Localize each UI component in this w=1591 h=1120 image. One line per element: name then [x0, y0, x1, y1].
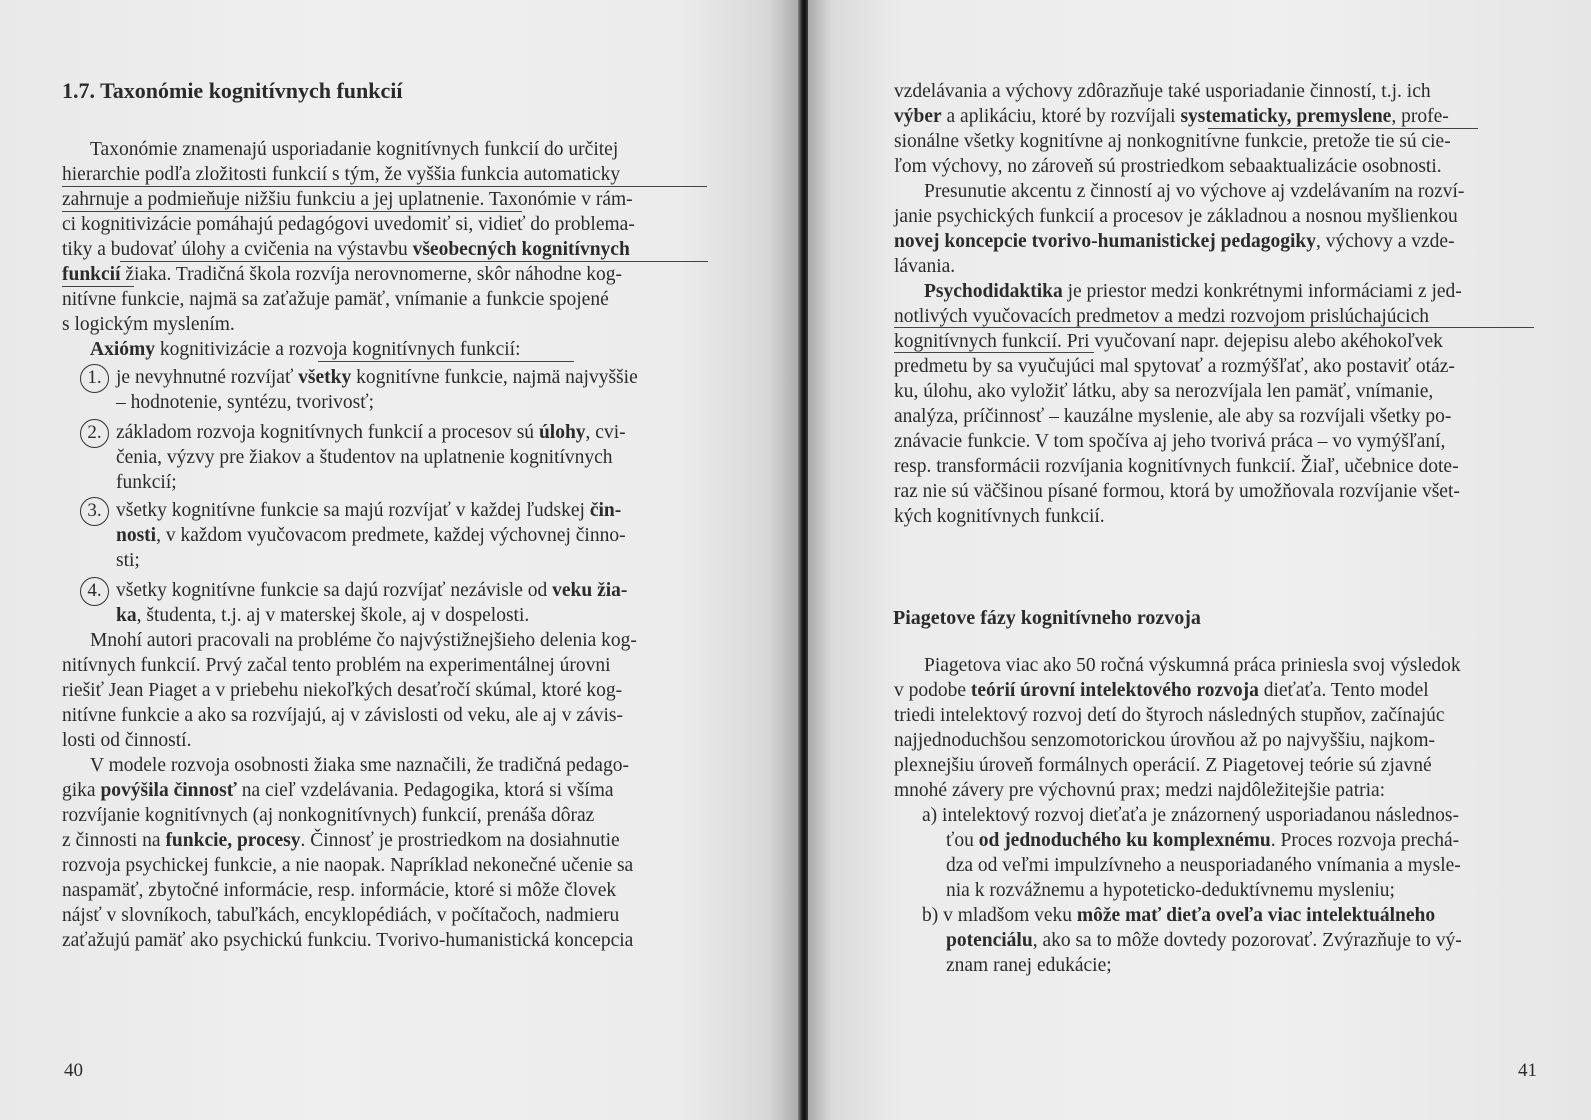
axiom-number: 2. — [80, 419, 109, 448]
text-line: triedi intelektový rozvoj detí do štyroch následných stupňov, začínajúc — [894, 705, 1445, 726]
text-line: losti od činností. — [62, 730, 192, 751]
text-line: kognitívnych funkcií. Pri vyučovaní napr. dejepisu alebo akéhokoľvek — [894, 331, 1443, 352]
text-line: kých kognitívnych funkcií. — [894, 506, 1105, 527]
text-line: ku, úlohu, ako vyložiť látku, aby sa nerozvíjala len pamäť, vnímanie, — [894, 381, 1434, 402]
text-line: hierarchie podľa zložitosti funkcií s tým, že vyššia funkcia automaticky — [62, 164, 621, 185]
text-line: nitívne funkcie a ako sa rozvíjajú, aj v závislosti od veku, ale aj v závis- — [62, 705, 623, 726]
text-line: mnohé závery pre výchovnú prax; medzi najdôležitejšie patria: — [894, 780, 1386, 801]
pencil-underline — [62, 211, 522, 212]
text-line: sionálne všetky kognitívne aj nonkognitívne funkcie, pretože tie sú cie- — [894, 131, 1451, 152]
pencil-underline — [62, 286, 134, 287]
text-line: funkcií žiaka. Tradičná škola rozvíja nerovnomerne, skôr náhodne kog- — [62, 264, 622, 285]
pencil-underline — [62, 186, 707, 187]
text-line: plexnejšiu úroveň formálnych operácií. Z Piagetovej teórie sú zjavné — [894, 755, 1432, 776]
text-line: raz nie sú väčšinou písané formou, ktorá by umožňovala rozvíjanie všet- — [894, 481, 1460, 502]
text-line: nosti, v každom vyučovacom predmete, každej výchovnej činno- — [116, 525, 626, 546]
text-line: nájsť v slovníkoch, tabuľkách, encyklopédiách, v počítačoch, nadmieru — [62, 905, 620, 926]
text-line: nitívnych funkcií. Prvý začal tento problém na experimentálnej úrovni — [62, 655, 611, 676]
section-heading: 1.7. Taxonómie kognitívnych funkcií — [62, 78, 403, 103]
text-line: vzdelávania a výchovy zdôrazňuje také usporiadanie činností, t.j. ich — [894, 81, 1431, 102]
axiom-number: 1. — [80, 364, 109, 393]
right-page — [808, 0, 1591, 1120]
text-line: janie psychických funkcií a procesov je základnou a nosnou myšlienkou — [894, 206, 1458, 227]
text-line: je nevyhnutné rozvíjať všetky kognitívne funkcie, najmä najvyššie — [116, 367, 638, 388]
text-line: Psychodidaktika je priestor medzi konkrétnymi informáciami z jed- — [924, 281, 1462, 302]
pencil-underline — [120, 261, 708, 262]
pencil-underline — [1208, 128, 1478, 129]
text-line: čenia, výzvy pre žiakov a študentov na uplatnenie kognitívnych — [116, 447, 613, 468]
axiom-number: 4. — [80, 577, 109, 606]
text-line: V modele rozvoja osobnosti žiaka sme naznačili, že tradičná pedago- — [90, 755, 629, 776]
text-line: rozvoja psychickej funkcie, a nie naopak. Napríklad nekonečné učenie sa — [62, 855, 634, 876]
text-line: notlivých vyučovacích predmetov a medzi rozvojom prislúchajúcich — [894, 306, 1429, 327]
text-line: dza od veľmi impulzívneho a neusporiadaného vnímania a mysle- — [946, 855, 1461, 876]
text-line: všetky kognitívne funkcie sa dajú rozvíjať nezávisle od veku žia- — [116, 580, 628, 601]
text-line: Piagetova viac ako 50 ročná výskumná práca priniesla svoj výsledok — [924, 655, 1461, 676]
text-line: rozvíjanie kognitívnych (aj nonkognitívnych) funkcií, prenáša dôraz — [62, 805, 595, 826]
text-line: výber a aplikáciu, ktoré by rozvíjali systematicky, premyslene, profe- — [894, 106, 1449, 127]
text-line: znávacie funkcie. V tom spočíva aj jeho tvorivá práca – vo vymýšľaní, — [894, 431, 1446, 452]
text-line: s logickým myslením. — [62, 314, 235, 335]
text-line: a) intelektový rozvoj dieťaťa je znázornený usporiadanou následnos- — [922, 805, 1460, 826]
page-number: 40 — [64, 1060, 83, 1081]
text-line: funkcií; — [116, 472, 177, 493]
pencil-underline — [318, 361, 574, 362]
text-line: – hodnotenie, syntézu, tvorivosť; — [116, 392, 375, 413]
text-line: potenciálu, ako sa to môže dovtedy pozorovať. Zvýrazňuje to vý- — [946, 930, 1462, 951]
text-line: tiky a budovať úlohy a cvičenia na výstavbu všeobecných kognitívnych — [62, 239, 630, 260]
text-line: ťou od jednoduchého ku komplexnému. Proces rozvoja prechá- — [946, 830, 1460, 851]
page-number: 41 — [1518, 1060, 1537, 1081]
text-line: Axiómy kognitivizácie a rozvoja kognitívnych funkcií: — [90, 339, 521, 360]
text-line: všetky kognitívne funkcie sa majú rozvíjať v každej ľudskej čin- — [116, 500, 622, 521]
text-line: predmetu by sa vyučujúci mal spytovať a rozmýšľať, ako postaviť otáz- — [894, 356, 1455, 377]
text-line: zahrnuje a podmieňuje nižšiu funkciu a jej uplatnenie. Taxonómie v rám- — [62, 189, 633, 210]
text-line: naspamäť, zbytočné informácie, resp. informácie, ktoré si môže človek — [62, 880, 617, 901]
text-line: ci kognitivizácie pomáhajú pedagógovi uvedomiť si, vidieť do problema- — [62, 214, 635, 235]
text-line: nitívne funkcie, najmä sa zaťažuje pamäť, vnímanie a funkcie spojené — [62, 289, 609, 310]
pencil-underline — [894, 327, 1534, 328]
text-line: ľom výchovy, no zároveň sú prostriedkom sebaaktualizácie osobnosti. — [894, 156, 1442, 177]
text-line: Mnohí autori pracovali na probléme čo najvýstižnejšieho delenia kog- — [90, 630, 637, 651]
text-line: novej koncepcie tvorivo-humanistickej pedagogiky, výchovy a vzde- — [894, 231, 1455, 252]
text-line: ka, študenta, t.j. aj v materskej škole, aj v dospelosti. — [116, 605, 530, 626]
text-line: riešiť Jean Piaget a v priebehu niekoľkých desaťročí skúmal, ktoré kog- — [62, 680, 623, 701]
text-line: sti; — [116, 550, 140, 571]
text-line: Presunutie akcentu z činností aj vo výchove aj vzdelávaním na rozví- — [924, 181, 1465, 202]
text-line: b) v mladšom veku môže mať dieťa oveľa viac intelektuálneho — [922, 905, 1436, 926]
text-line: resp. transformácii rozvíjania kognitívnych funkcií. Žiaľ, učebnice dote- — [894, 456, 1459, 477]
text-line: analýza, príčinnosť – kauzálne myslenie, ale aby sa rozvíjali všetky po- — [894, 406, 1452, 427]
text-line: nia k rozvážnemu a hypoteticko-deduktívnemu mysleniu; — [946, 880, 1395, 901]
text-line: znam ranej edukácie; — [946, 955, 1112, 976]
axiom-number: 3. — [80, 497, 109, 526]
text-line: v podobe teórií úrovní intelektového rozvoja dieťaťa. Tento model — [894, 680, 1429, 701]
text-line: gika povýšila činnosť na cieľ vzdelávania. Pedagogika, ktorá si všíma — [62, 780, 614, 801]
text-line: najjednoduchšou senzomotorickou úrovňou až po najvyššiu, najkom- — [894, 730, 1436, 751]
text-line: Taxonómie znamenajú usporiadanie kognitívnych funkcií do určitej — [90, 139, 619, 160]
text-line: základom rozvoja kognitívnych funkcií a procesov sú úlohy, cvi- — [116, 422, 626, 443]
text-line: lávania. — [894, 256, 956, 277]
pencil-underline — [894, 352, 1094, 353]
text-line: zaťažujú pamäť ako psychickú funkciu. Tvorivo-humanistická koncepcia — [62, 930, 634, 951]
subsection-heading: Piagetove fázy kognitívneho rozvoja — [893, 607, 1201, 629]
text-line: z činnosti na funkcie, procesy. Činnosť je prostriedkom na dosiahnutie — [62, 830, 620, 851]
